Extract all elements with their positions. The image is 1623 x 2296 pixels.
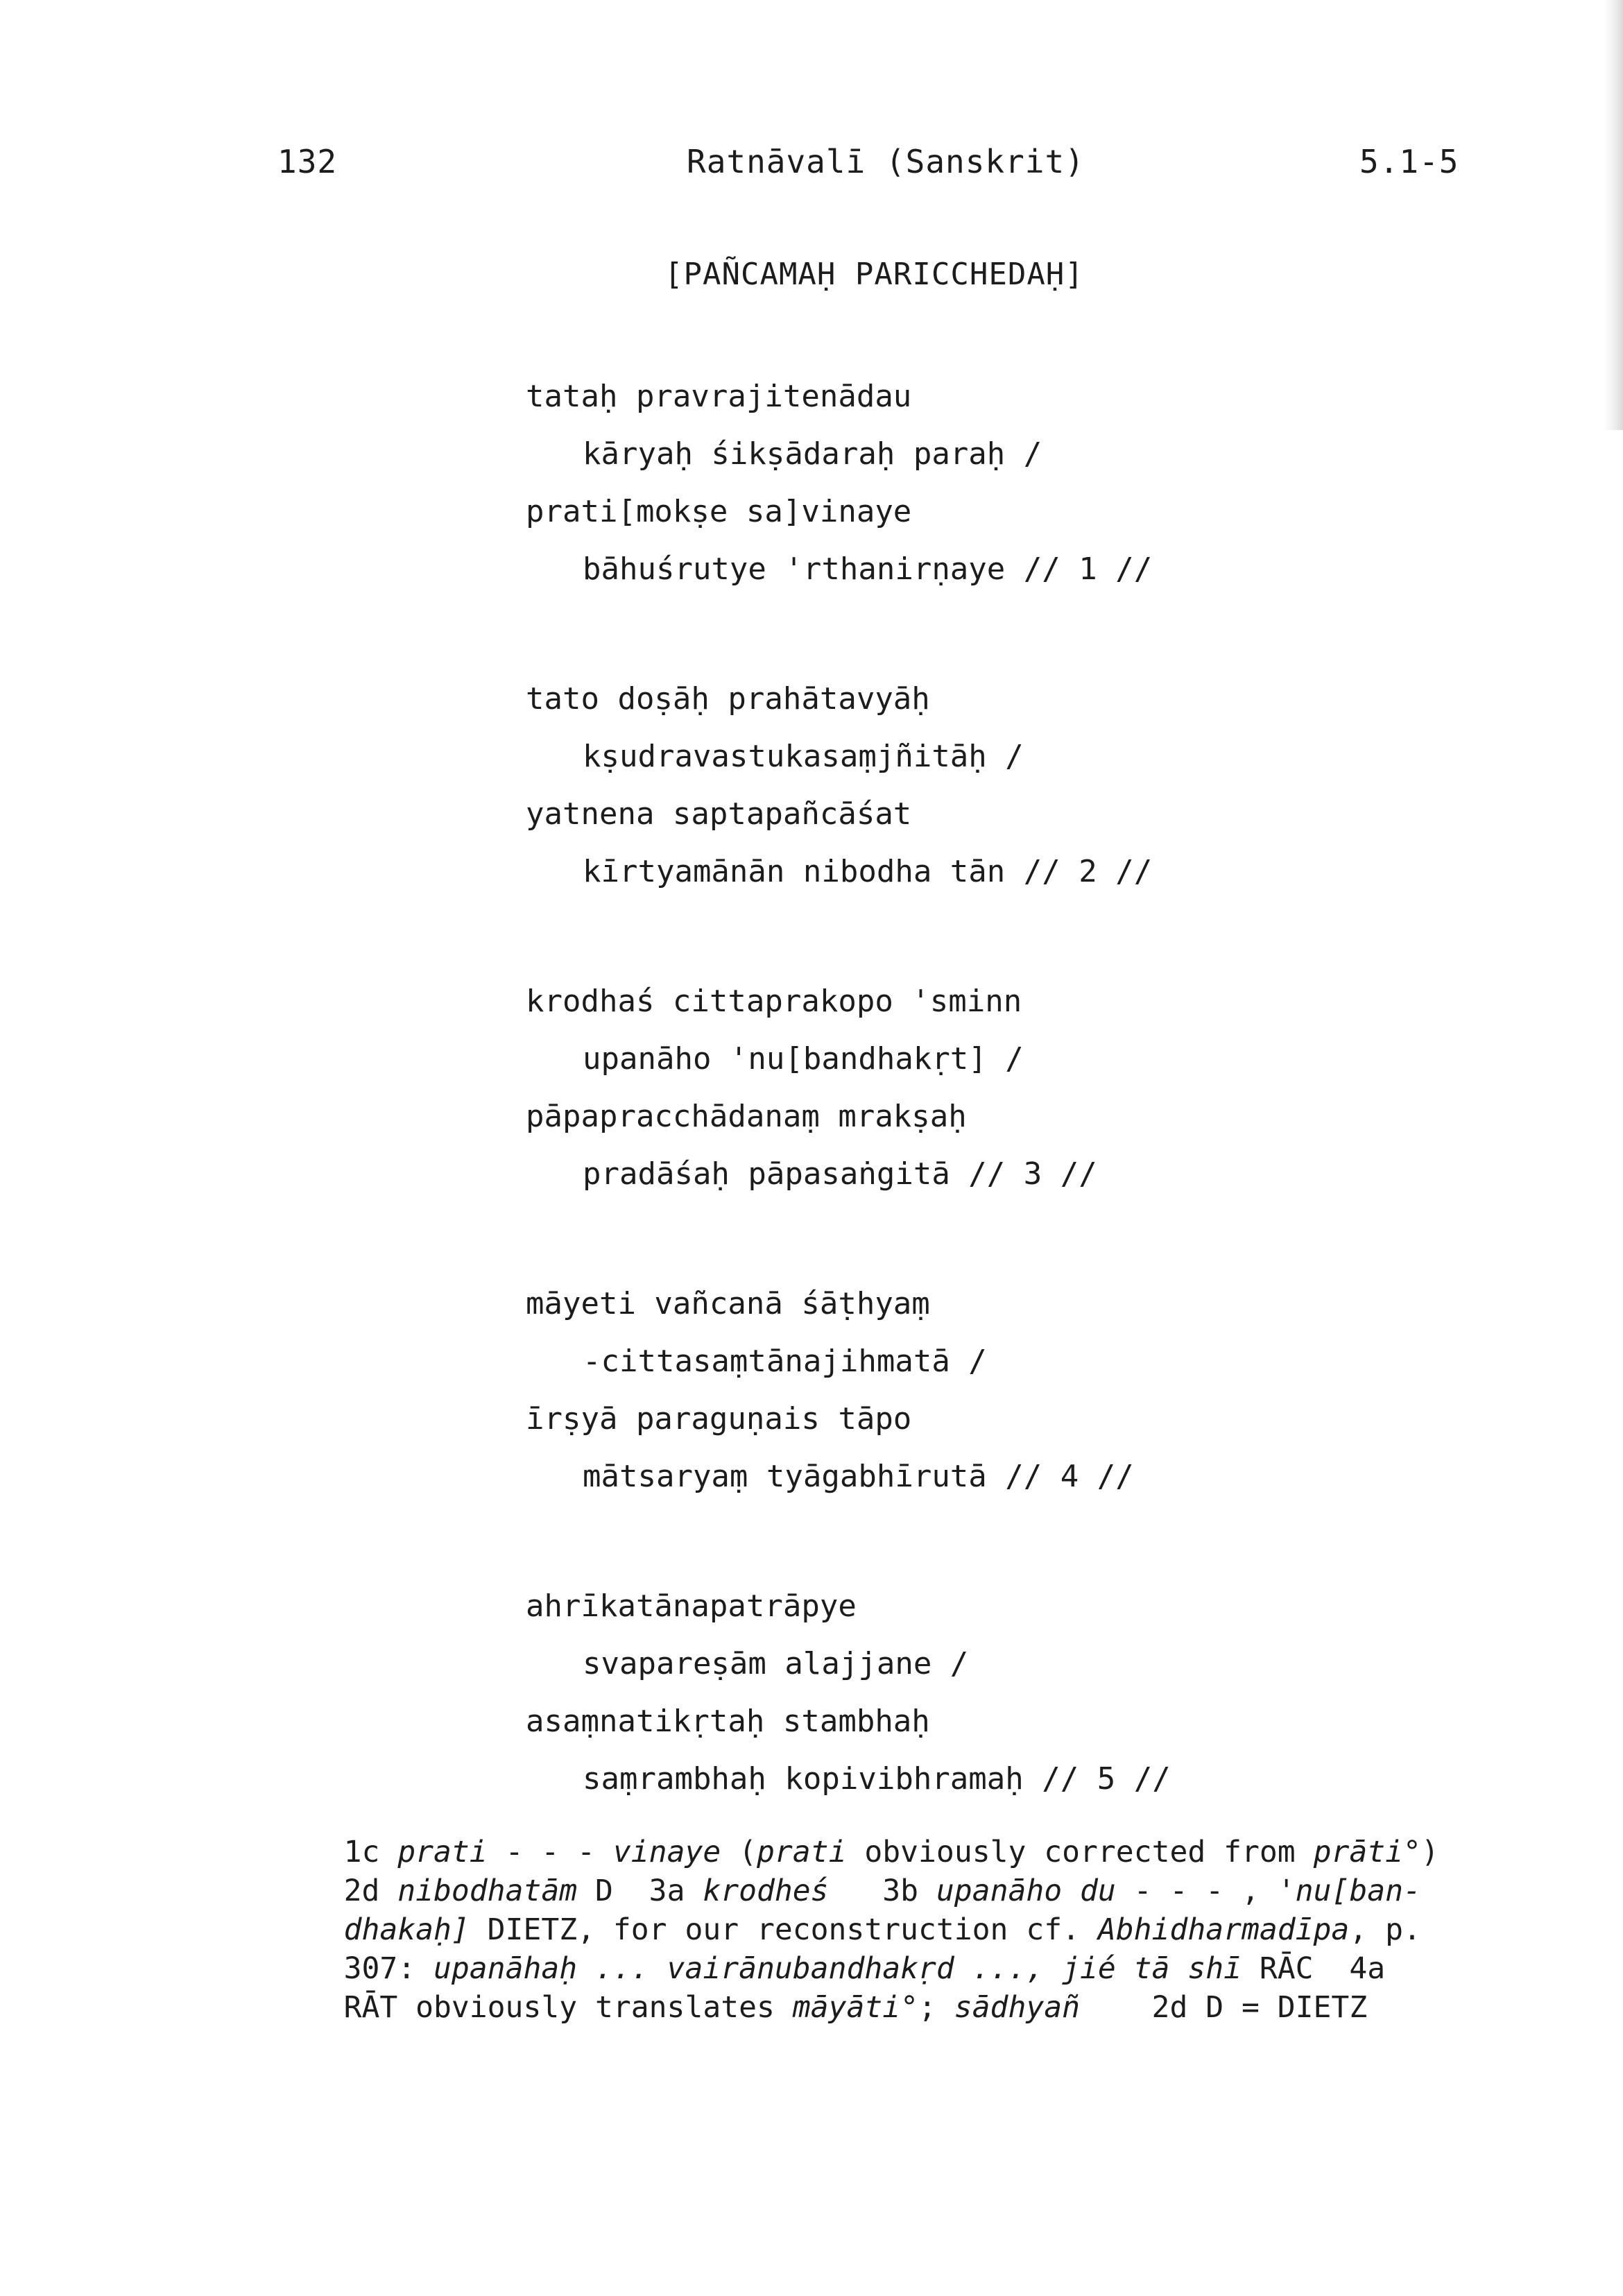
page-number: 132 <box>277 143 338 180</box>
verse-4 <box>526 1275 1427 1505</box>
verse-line: kṣudravastukasaṃjñitāḥ / <box>583 739 1024 774</box>
note-segment: 3b <box>828 1874 936 1908</box>
note-segment: ) <box>1420 1835 1439 1869</box>
note-segment: sādhyañ <box>954 1990 1080 2025</box>
note-segment: prati <box>397 1835 488 1869</box>
note-segment: 307: <box>343 1951 434 1986</box>
verse-1 <box>526 368 1427 598</box>
verse-5 <box>526 1577 1427 1808</box>
verse-line: yatnena saptapañcāśat <box>526 796 912 832</box>
verse-line: māyeti vañcanā śāṭhyaṃ <box>526 1286 930 1321</box>
note-segment: , p. <box>1349 1912 1421 1947</box>
note-segment: 1c <box>343 1835 398 1869</box>
verse-line: tato doṣāḥ prahātavyāḥ <box>526 681 930 717</box>
verse-2 <box>526 670 1427 900</box>
note-segment: upanāhaḥ ... vairānubandhakṛd ..., jié tā shī <box>433 1951 1242 1986</box>
verse-line: kīrtyamānān nibodha tān // 2 // <box>583 854 1153 889</box>
verse-line: upanāho 'nu[bandhakṛt] / <box>583 1041 1024 1077</box>
note-segment: Abhidharmadīpa <box>1097 1912 1350 1947</box>
note-segment: ; <box>918 1990 954 2025</box>
verse-block <box>526 368 1427 1880</box>
note-segment: 'nu[ban- <box>1277 1874 1421 1908</box>
note-segment: D 3a <box>577 1874 703 1908</box>
verse-line: prati[mokṣe sa]vinaye <box>526 494 912 529</box>
verse-line: tataḥ pravrajitenādau <box>526 379 912 414</box>
note-segment: māyāti° <box>792 1990 918 2025</box>
note-segment: RĀC 4a <box>1241 1951 1386 1986</box>
verse-line: krodhaś cittaprakopo 'sminn <box>526 984 1022 1019</box>
verse-line: kāryaḥ śikṣādaraḥ paraḥ / <box>583 436 1042 472</box>
note-segment: obviously corrected from <box>846 1835 1314 1869</box>
verse-line: ahrīkatānapatrāpye <box>526 1588 857 1624</box>
note-segment: krodheś <box>703 1874 829 1908</box>
running-title: Ratnāvalī (Sanskrit) <box>687 143 1085 180</box>
scanned-page-edge <box>1604 0 1623 430</box>
note-segment: 2d D = DIETZ <box>1080 1990 1368 2025</box>
verse-line: asaṃnatikṛtaḥ stambhaḥ <box>526 1704 930 1739</box>
note-segment: nibodhatām <box>397 1874 578 1908</box>
note-segment: dhakaḥ] <box>343 1912 470 1947</box>
verse-line: mātsaryaṃ tyāgabhīrutā // 4 // <box>583 1459 1134 1494</box>
note-segment: RĀT obviously translates <box>343 1990 793 2025</box>
verse-line: pradāśaḥ pāpasaṅgitā // 3 // <box>583 1156 1097 1192</box>
note-segment: 2d <box>343 1874 398 1908</box>
note-segment: vinaye <box>612 1835 721 1869</box>
verse-line: bāhuśrutye 'rthanirṇaye // 1 // <box>583 551 1153 587</box>
verse-line: pāpapracchādanaṃ mrakṣaḥ <box>526 1099 967 1134</box>
apparatus-line-1 <box>272 1794 1465 1869</box>
note-segment: prati <box>757 1835 847 1869</box>
verse-line: saṃrambhaḥ kopivibhramaḥ // 5 // <box>583 1761 1171 1797</box>
verse-line: svapareṣām alajjane / <box>583 1646 969 1681</box>
note-segment: ( <box>721 1835 757 1869</box>
section-reference: 5.1-5 <box>1359 143 1459 180</box>
verse-line: īrṣyā paraguṇais tāpo <box>526 1401 912 1437</box>
critical-apparatus <box>272 1794 1465 2025</box>
verse-line: -cittasaṃtānajihmatā / <box>583 1344 987 1379</box>
chapter-title: [PAÑCAMAḤ PARICCHEDAḤ] <box>664 257 1084 292</box>
note-segment: upanāho du <box>936 1874 1116 1908</box>
note-segment: DIETZ, for our reconstruction cf. <box>469 1912 1098 1947</box>
verse-3 <box>526 973 1427 1203</box>
note-segment: prāti° <box>1313 1835 1421 1869</box>
note-segment: - - - <box>487 1835 613 1869</box>
note-segment: - - - , <box>1115 1874 1278 1908</box>
